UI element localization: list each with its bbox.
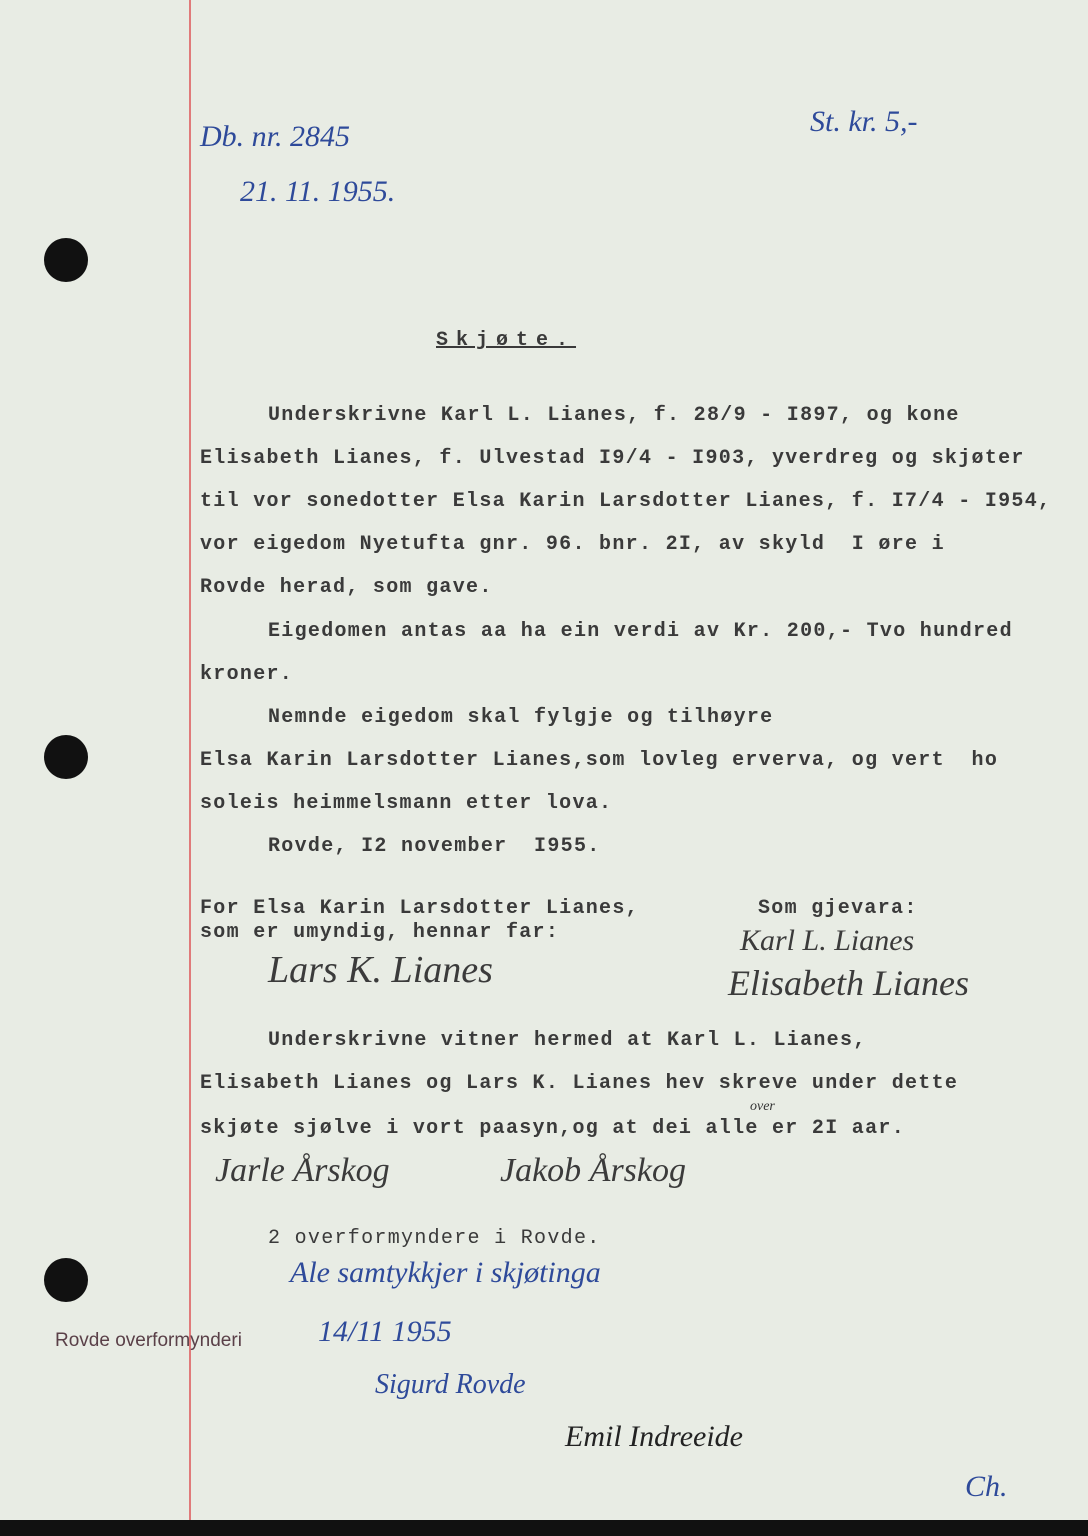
body-line: soleis heimmelsmann etter lova. — [200, 792, 613, 815]
signature-father: Lars K. Lianes — [268, 949, 493, 991]
body-line: til vor sonedotter Elsa Karin Larsdotter Lianes, f. I7/4 - I954, — [200, 490, 1052, 513]
punch-hole — [44, 735, 88, 779]
witness-signature-1: Jarle Årskog — [215, 1152, 390, 1189]
signature-giver-2: Elisabeth Lianes — [728, 963, 969, 1003]
guardians-line: 2 overformyndere i Rovde. — [268, 1227, 601, 1250]
body-line: vor eigedom Nyetufta gnr. 96. bnr. 2I, av skyld I øre i — [200, 533, 945, 556]
fee-note: St. kr. 5,- — [810, 105, 918, 138]
body-line: Eigedomen antas aa ha ein verdi av Kr. 200,- Tvo hundred — [268, 620, 1013, 643]
body-line: Elsa Karin Larsdotter Lianes,som lovleg erverva, og vert ho — [200, 749, 999, 772]
scan-edge — [0, 1520, 1088, 1536]
punch-hole — [44, 238, 88, 282]
witness-line: Underskrivne vitner hermed at Karl L. Lianes, — [268, 1029, 867, 1052]
body-line: Elisabeth Lianes, f. Ulvestad I9/4 - I903, yverdreg og skjøter — [200, 447, 1025, 470]
witness-line: Elisabeth Lianes og Lars K. Lianes hev skreve under dette — [200, 1072, 959, 1095]
document-title: Skjøte. — [436, 329, 577, 352]
guardian-stamp: Rovde overformynderi — [55, 1330, 242, 1351]
body-line: Nemnde eigedom skal fylgje og tilhøyre — [268, 706, 774, 729]
body-line: kroner. — [200, 663, 294, 686]
approval-date: 14/11 1955 — [318, 1315, 452, 1348]
signing-left-line1: For Elsa Karin Larsdotter Lianes, — [200, 897, 639, 920]
margin-line — [189, 0, 191, 1520]
punch-hole — [44, 1258, 88, 1302]
approval-note: Ale samtykkjer i skjøtinga — [290, 1256, 601, 1289]
guardian-signature-1: Sigurd Rovde — [375, 1369, 526, 1400]
signature-giver-1: Karl L. Lianes — [740, 924, 915, 957]
insert-over: over — [750, 1099, 775, 1114]
body-line: Rovde herad, som gave. — [200, 576, 493, 599]
guardian-signature-2: Emil Indreeide — [565, 1420, 743, 1453]
witness-signature-2: Jakob Årskog — [500, 1152, 687, 1189]
place-date-line: Rovde, I2 november I955. — [268, 835, 601, 858]
signing-right-label: Som gjevara: — [758, 897, 918, 920]
doc-number-note: Db. nr. 2845 — [200, 120, 351, 153]
body-line: Underskrivne Karl L. Lianes, f. 28/9 - I897, og kone — [268, 404, 960, 427]
witness-line: skjøte sjølve i vort paasyn,og at dei alle er 2I aar. — [200, 1117, 906, 1140]
signing-left-line2: som er umyndig, hennar far: — [200, 921, 560, 944]
initials: Ch. — [965, 1470, 1008, 1503]
date-note: 21. 11. 1955. — [240, 175, 396, 208]
